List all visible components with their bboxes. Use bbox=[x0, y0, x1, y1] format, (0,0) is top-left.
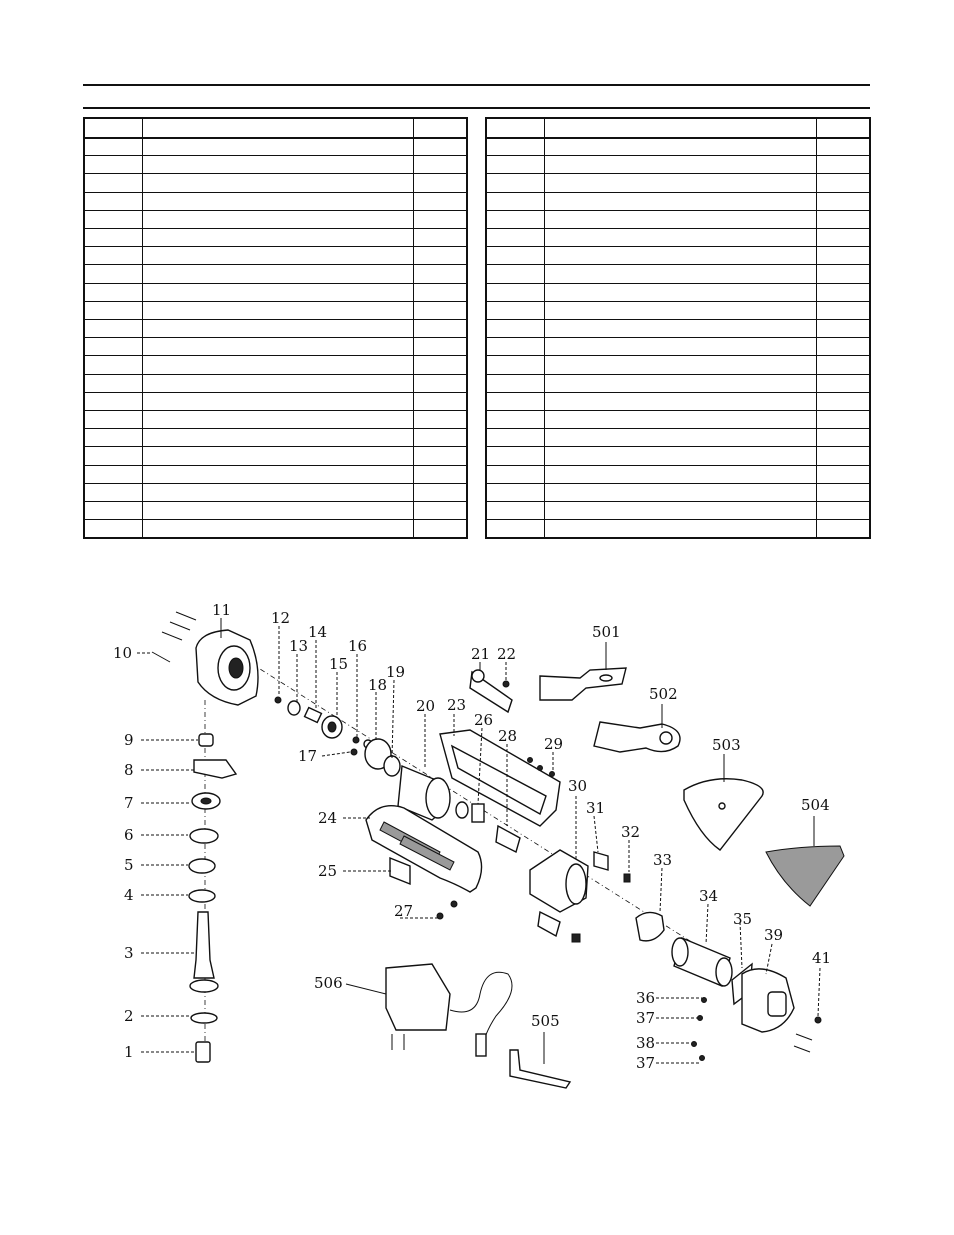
callout-c24: 24 bbox=[318, 809, 338, 827]
header-rule-bottom bbox=[83, 107, 870, 109]
callout-c22: 22 bbox=[497, 645, 517, 663]
callout-c27: 27 bbox=[394, 902, 414, 920]
callout-c26: 26 bbox=[474, 711, 494, 729]
callout-c9: 9 bbox=[124, 731, 134, 749]
callout-c12: 12 bbox=[271, 609, 291, 627]
callout-c37a: 37 bbox=[636, 1009, 656, 1027]
callout-c30: 30 bbox=[568, 777, 588, 795]
callout-c6: 6 bbox=[124, 826, 134, 844]
callout-c18: 18 bbox=[368, 676, 388, 694]
callout-c32: 32 bbox=[621, 823, 641, 841]
callout-c17: 17 bbox=[298, 747, 318, 765]
callout-c19: 19 bbox=[386, 663, 406, 681]
callout-c41: 41 bbox=[812, 949, 832, 967]
callout-c506: 506 bbox=[314, 974, 343, 992]
callout-c21: 21 bbox=[471, 645, 491, 663]
callout-c14: 14 bbox=[308, 623, 328, 641]
callout-c2: 2 bbox=[124, 1007, 134, 1025]
callout-c28: 28 bbox=[498, 727, 518, 745]
callout-c31: 31 bbox=[586, 799, 606, 817]
callout-c35: 35 bbox=[733, 910, 753, 928]
callout-c25: 25 bbox=[318, 862, 338, 880]
callout-c20: 20 bbox=[416, 697, 436, 715]
table-column-rule bbox=[142, 119, 143, 537]
callout-c11: 11 bbox=[212, 601, 232, 619]
callout-c33: 33 bbox=[653, 851, 673, 869]
header-rule-top bbox=[83, 84, 870, 86]
callout-c13: 13 bbox=[289, 637, 309, 655]
parts-table-left bbox=[83, 117, 468, 539]
callout-c29: 29 bbox=[544, 735, 564, 753]
callout-c502: 502 bbox=[649, 685, 678, 703]
callout-c16: 16 bbox=[348, 637, 368, 655]
callout-c1: 1 bbox=[124, 1043, 134, 1061]
callout-c3: 3 bbox=[124, 944, 134, 962]
callout-c23: 23 bbox=[447, 696, 467, 714]
head-housing-11 bbox=[196, 630, 258, 705]
callout-c8: 8 bbox=[124, 761, 134, 779]
callout-c7: 7 bbox=[124, 794, 134, 812]
table-column-rule bbox=[816, 119, 817, 537]
lower-housing bbox=[366, 806, 482, 919]
callout-c15: 15 bbox=[329, 655, 349, 673]
table-column-rule bbox=[544, 119, 545, 537]
callout-c501: 501 bbox=[592, 623, 621, 641]
callout-c10: 10 bbox=[113, 644, 133, 662]
callout-c4: 4 bbox=[124, 886, 134, 904]
callout-c503: 503 bbox=[712, 736, 741, 754]
callout-c505: 505 bbox=[531, 1012, 560, 1030]
parts-table-right bbox=[485, 117, 871, 539]
callout-c39: 39 bbox=[764, 926, 784, 944]
spindle-stack bbox=[189, 734, 236, 1062]
callout-c5: 5 bbox=[124, 856, 134, 874]
table-column-rule bbox=[413, 119, 414, 537]
callout-c504: 504 bbox=[801, 796, 830, 814]
exploded-view-diagram bbox=[0, 580, 954, 1100]
callout-c38: 38 bbox=[636, 1034, 656, 1052]
callout-c36: 36 bbox=[636, 989, 656, 1007]
screw-10 bbox=[152, 612, 196, 662]
callout-c34: 34 bbox=[699, 887, 719, 905]
callout-c37b: 37 bbox=[636, 1054, 656, 1072]
battery-end-cap bbox=[672, 938, 821, 1061]
battery-holder bbox=[530, 850, 664, 942]
